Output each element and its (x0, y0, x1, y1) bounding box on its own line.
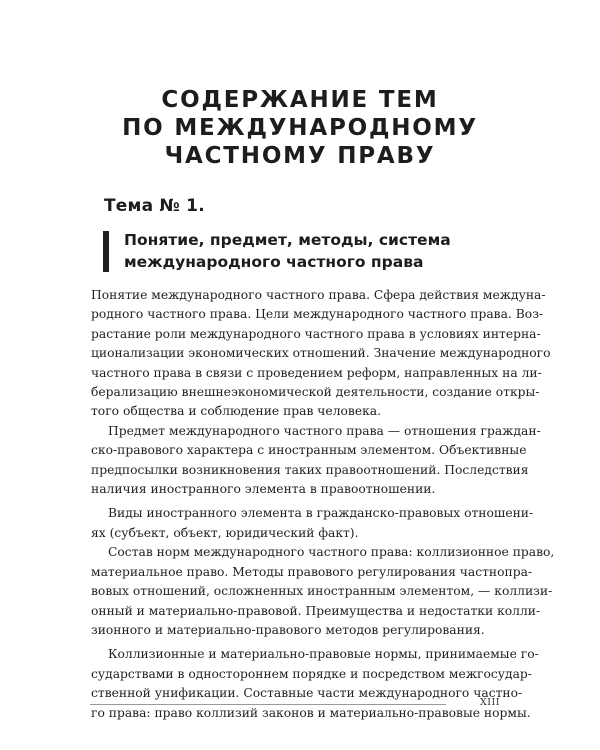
text-line: материальное право. Методы правового регулирования частнопра- (91, 564, 533, 579)
page-heading-line: СОДЕРЖАНИЕ ТЕМ (161, 87, 439, 113)
section-title-line: международного частного права (124, 253, 424, 271)
section-title-line: Понятие, предмет, методы, система (124, 231, 451, 249)
text-line: Виды иностранного элемента в гражданско-правовых отношени- (108, 506, 534, 521)
text-line: ях (субъект, объект, юридический факт). (91, 525, 359, 540)
page-heading (60, 86, 540, 170)
text-line: ско-правового характера с иностранным элементом. Объективные (91, 443, 527, 458)
section-title (124, 229, 451, 273)
paragraph-1 (91, 286, 551, 422)
text-line: наличия иностранного элемента в правоотношении. (91, 482, 436, 497)
paragraph-4 (91, 543, 555, 640)
paragraph-3 (91, 504, 534, 543)
text-line: растание роли международного частного права в условиях интерна- (91, 326, 541, 341)
text-line: онный и материально-правовой. Преимущества и недостатки колли- (91, 603, 541, 618)
text-line: Предмет международного частного права — отношения граждан- (108, 423, 541, 438)
page-heading-line: ПО МЕЖДУНАРОДНОМУ (122, 115, 478, 141)
paragraph-2 (91, 422, 541, 500)
text-line: частного права в связи с проведением реформ, направленных на ли- (91, 365, 542, 380)
text-line: родного частного права. Цели международного частного права. Воз- (91, 307, 544, 322)
paragraph-5 (91, 645, 539, 723)
text-line: го права: право коллизий законов и материально-правовые нормы. (91, 705, 531, 720)
body-text (91, 286, 555, 723)
topic-label: Тема № 1. (104, 196, 205, 216)
text-line: ционализации экономических отношений. Значение международного (91, 346, 551, 361)
text-line: сударствами в одностороннем порядке и посредством межгосудар- (91, 666, 532, 681)
text-line: Понятие международного частного права. Сфера действия междуна- (91, 288, 546, 302)
text-line: ственной унификации. Составные части международного частно- (91, 686, 523, 701)
page-number: XIII (480, 697, 501, 708)
text-line: Коллизионные и материально-правовые нормы, принимаемые го- (108, 647, 539, 662)
text-line: предпосылки возникновения таких правоотношений. Последствия (91, 462, 529, 477)
section-accent-bar (103, 231, 109, 272)
text-line: Состав норм международного частного права: коллизионное право, (108, 545, 555, 560)
page-heading-line: ЧАСТНОМУ ПРАВУ (164, 143, 436, 169)
text-line: зионного и материально-правового методов регулирования. (91, 622, 485, 637)
text-line: берализацию внешнеэкономической деятельности, создание откры- (91, 385, 540, 400)
text-line: того общества и соблюдение прав человека. (91, 404, 382, 419)
text-line: вовых отношений, осложненных иностранным элементом, — коллизи- (91, 584, 553, 599)
footer-rule (90, 704, 446, 705)
